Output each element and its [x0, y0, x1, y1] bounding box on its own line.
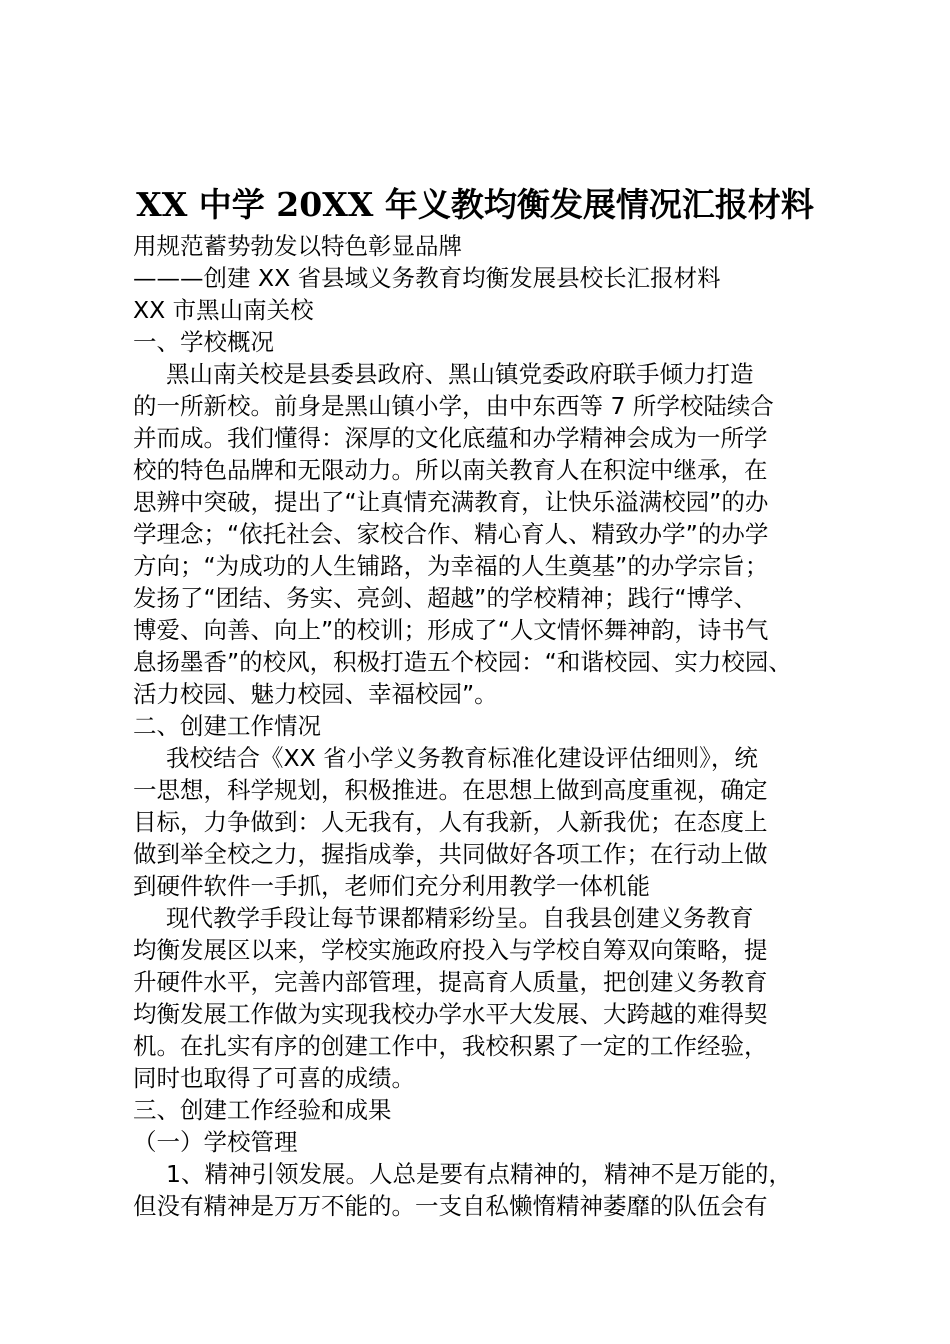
subsection-heading-school-management: （一）学校管理 — [133, 1128, 298, 1156]
paragraph-line: 做到举全校之力，握指成拳，共同做好各项工作；在行动上做 — [133, 840, 768, 868]
paragraph-spirit — [133, 1158, 838, 1222]
paragraph-line: 但没有精神是万万不能的。一支自私懒惰精神萎靡的队伍会有 — [133, 1192, 768, 1220]
section-heading-3: 三、创建工作经验和成果 — [133, 1096, 392, 1124]
document-body — [133, 230, 838, 1222]
document-subtitle: 用规范蓄势勃发以特色彰显品牌 — [133, 232, 462, 260]
paragraph-line: 均衡发展工作做为实现我校办学水平大发展、大跨越的难得契 — [133, 1000, 768, 1028]
paragraph-line: 思辨中突破，提出了“让真情充满教育，让快乐溢满校园”的办 — [133, 488, 769, 516]
paragraph-line: 现代教学手段让每节课都精彩纷呈。自我县创建义务教育 — [166, 904, 754, 932]
paragraph-line: 均衡发展区以来，学校实施政府投入与学校自筹双向策略，提 — [133, 936, 768, 964]
paragraph-line: 活力校园、魅力校园、幸福校园”。 — [133, 680, 498, 708]
paragraph-modern-teaching — [133, 902, 838, 1094]
paragraph-line: 机。在扎实有序的创建工作中，我校积累了一定的工作经验， — [133, 1032, 768, 1060]
paragraph-line: 升硬件水平，完善内部管理，提高育人质量，把创建义务教育 — [133, 968, 768, 996]
paragraph-line: 并而成。我们懂得：深厚的文化底蕴和办学精神会成为一所学 — [133, 424, 768, 452]
paragraph-line: 我校结合《XX 省小学义务教育标准化建设评估细则》，统 — [166, 744, 758, 772]
paragraph-line: 黑山南关校是县委县政府、黑山镇党委政府联手倾力打造 — [166, 360, 754, 388]
paragraph-line: 到硬件软件一手抓，老师们充分利用教学一体机能 — [133, 872, 650, 900]
school-name: XX 市黑山南关校 — [133, 296, 314, 324]
paragraph-line: 方向；“为成功的人生铺路，为幸福的人生奠基”的办学宗旨； — [133, 552, 769, 580]
document-title: XX 中学 20XX 年义教均衡发展情况汇报材料 — [136, 185, 814, 224]
paragraph-line: 一思想，科学规划，积极推进。在思想上做到高度重视，确定 — [133, 776, 768, 804]
paragraph-line: 发扬了“团结、务实、亮剑、超越”的学校精神；践行“博学、 — [133, 584, 758, 612]
document-subtitle-2: ———创建 XX 省县域义务教育均衡发展县校长汇报材料 — [133, 264, 721, 292]
paragraph-line: 学理念；“依托社会、家校合作、精心育人、精致办学”的办学 — [133, 520, 769, 548]
paragraph-line: 的一所新校。前身是黑山镇小学，由中东西等 7 所学校陆续合 — [133, 392, 774, 420]
paragraph-line: 校的特色品牌和无限动力。所以南关教育人在积淀中继承，在 — [133, 456, 768, 484]
paragraph-creation-work — [133, 742, 838, 902]
paragraph-line: 目标，力争做到：人无我有，人有我新，人新我优；在态度上 — [133, 808, 768, 836]
section-heading-1: 一、学校概况 — [133, 328, 274, 356]
paragraph-line: 博爱、向善、向上”的校训；形成了“人文情怀舞神韵，诗书气 — [133, 616, 769, 644]
paragraph-line: 同时也取得了可喜的成绩。 — [133, 1064, 415, 1092]
section-heading-2: 二、创建工作情况 — [133, 712, 321, 740]
paragraph-line: 息扬墨香”的校风，积极打造五个校园：“和谐校园、实力校园、 — [133, 648, 792, 676]
paragraph-school-overview — [133, 358, 838, 710]
paragraph-line: 1、精神引领发展。人总是要有点精神的，精神不是万能的， — [166, 1160, 792, 1188]
